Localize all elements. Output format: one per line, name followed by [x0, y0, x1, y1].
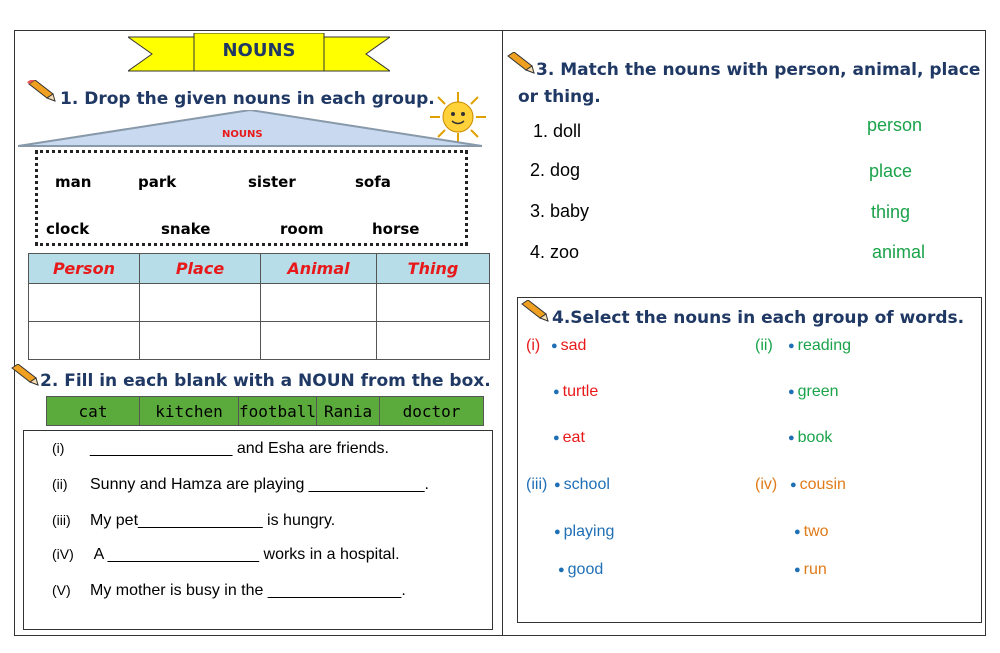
noun-option[interactable]: ● good [558, 561, 604, 578]
noun-group-table [28, 253, 490, 360]
group-label: (iv) [755, 476, 778, 493]
noun-word[interactable]: room [280, 220, 324, 238]
sentence-text: My pet______________ is hungry. [90, 512, 336, 529]
drop-zone-animal[interactable] [261, 322, 377, 360]
pencil-icon [520, 300, 550, 322]
word-bank-item: cat [47, 397, 140, 426]
noun-option[interactable]: ● cousin [790, 476, 846, 493]
section4-heading: 4.Select the nouns in each group of words. [552, 308, 965, 328]
match-right-item[interactable]: thing [871, 202, 911, 222]
word-bank [46, 396, 484, 426]
match-left-item[interactable]: 1. doll [533, 121, 582, 141]
column-header-person: Person [29, 254, 140, 284]
drop-zone-place[interactable] [140, 284, 261, 322]
word-bank-item: football [239, 397, 317, 426]
noun-word[interactable]: clock [46, 220, 90, 238]
sentence-number: (V) [52, 582, 71, 598]
match-right-item[interactable]: person [867, 115, 923, 135]
noun-option[interactable]: ● green [788, 383, 839, 400]
fill-sentence[interactable] [52, 440, 389, 458]
sentence-text: A _________________ works in a hospital. [90, 546, 400, 563]
noun-word[interactable]: snake [161, 220, 211, 238]
match-left-item[interactable]: 3. baby [530, 201, 590, 221]
page-title: NOUNS [222, 40, 296, 61]
sentence-text: Sunny and Hamza are playing _____________. [90, 476, 429, 493]
group-label: (ii) [755, 337, 773, 354]
word-bank-item: Rania [317, 397, 380, 426]
match-left-item[interactable]: 2. dog [530, 160, 581, 180]
section3-heading-line2: or thing. [518, 87, 601, 107]
sentence-text: My mother is busy in the _______________. [90, 582, 406, 599]
noun-word[interactable]: horse [372, 220, 420, 238]
noun-option[interactable]: ● turtle [553, 383, 599, 400]
drop-zone-place[interactable] [140, 322, 261, 360]
noun-option[interactable]: ● reading [788, 337, 852, 354]
roof-label: NOUNS [222, 129, 263, 140]
noun-word[interactable]: sofa [355, 173, 391, 191]
column-header-thing: Thing [377, 254, 490, 284]
section1-heading: 1. Drop the given nouns in each group. [60, 89, 435, 109]
drop-zone-animal[interactable] [261, 284, 377, 322]
section3-heading-line1: 3. Match the nouns with person, animal, place [536, 60, 981, 80]
word-bank-item: doctor [380, 397, 484, 426]
match-right-item[interactable]: animal [872, 242, 926, 262]
drop-zone-person[interactable] [29, 284, 140, 322]
noun-option[interactable]: ● school [554, 476, 610, 493]
noun-word[interactable]: park [138, 173, 177, 191]
section2-heading: 2. Fill in each blank with a NOUN from the box. [40, 371, 491, 391]
sentence-number: (ii) [52, 476, 68, 492]
column-header-animal: Animal [261, 254, 377, 284]
pencil-icon [27, 80, 57, 102]
sentence-number: (iV) [52, 546, 74, 562]
fill-sentence[interactable] [52, 546, 400, 564]
pencil-icon [10, 364, 40, 386]
match-left-item[interactable]: 4. zoo [530, 242, 580, 262]
pencil-icon [506, 52, 536, 74]
column-divider [502, 30, 503, 635]
match-right-item[interactable]: place [869, 161, 913, 181]
noun-option[interactable]: ● playing [554, 523, 615, 540]
word-bank-item: kitchen [140, 397, 239, 426]
drop-zone-thing[interactable] [377, 322, 490, 360]
sentence-number: (i) [52, 440, 65, 456]
noun-word[interactable]: sister [248, 173, 296, 191]
noun-option[interactable]: ● book [788, 429, 833, 446]
group-label: (iii) [526, 476, 548, 493]
sentence-number: (iii) [52, 512, 71, 528]
fill-sentence[interactable] [52, 476, 429, 494]
column-header-place: Place [140, 254, 261, 284]
noun-option[interactable]: ● sad [551, 337, 587, 354]
fill-sentence[interactable] [52, 582, 406, 600]
noun-option[interactable]: ● eat [553, 429, 585, 446]
drop-zone-thing[interactable] [377, 284, 490, 322]
sentence-text: ________________ and Esha are friends. [90, 440, 389, 457]
fill-sentence[interactable] [52, 512, 335, 530]
noun-option[interactable]: ● run [794, 561, 827, 578]
fill-blank-box [23, 430, 493, 630]
noun-word[interactable]: man [55, 173, 92, 191]
noun-option[interactable]: ● two [794, 523, 829, 540]
group-label: (i) [526, 337, 541, 354]
drop-zone-person[interactable] [29, 322, 140, 360]
